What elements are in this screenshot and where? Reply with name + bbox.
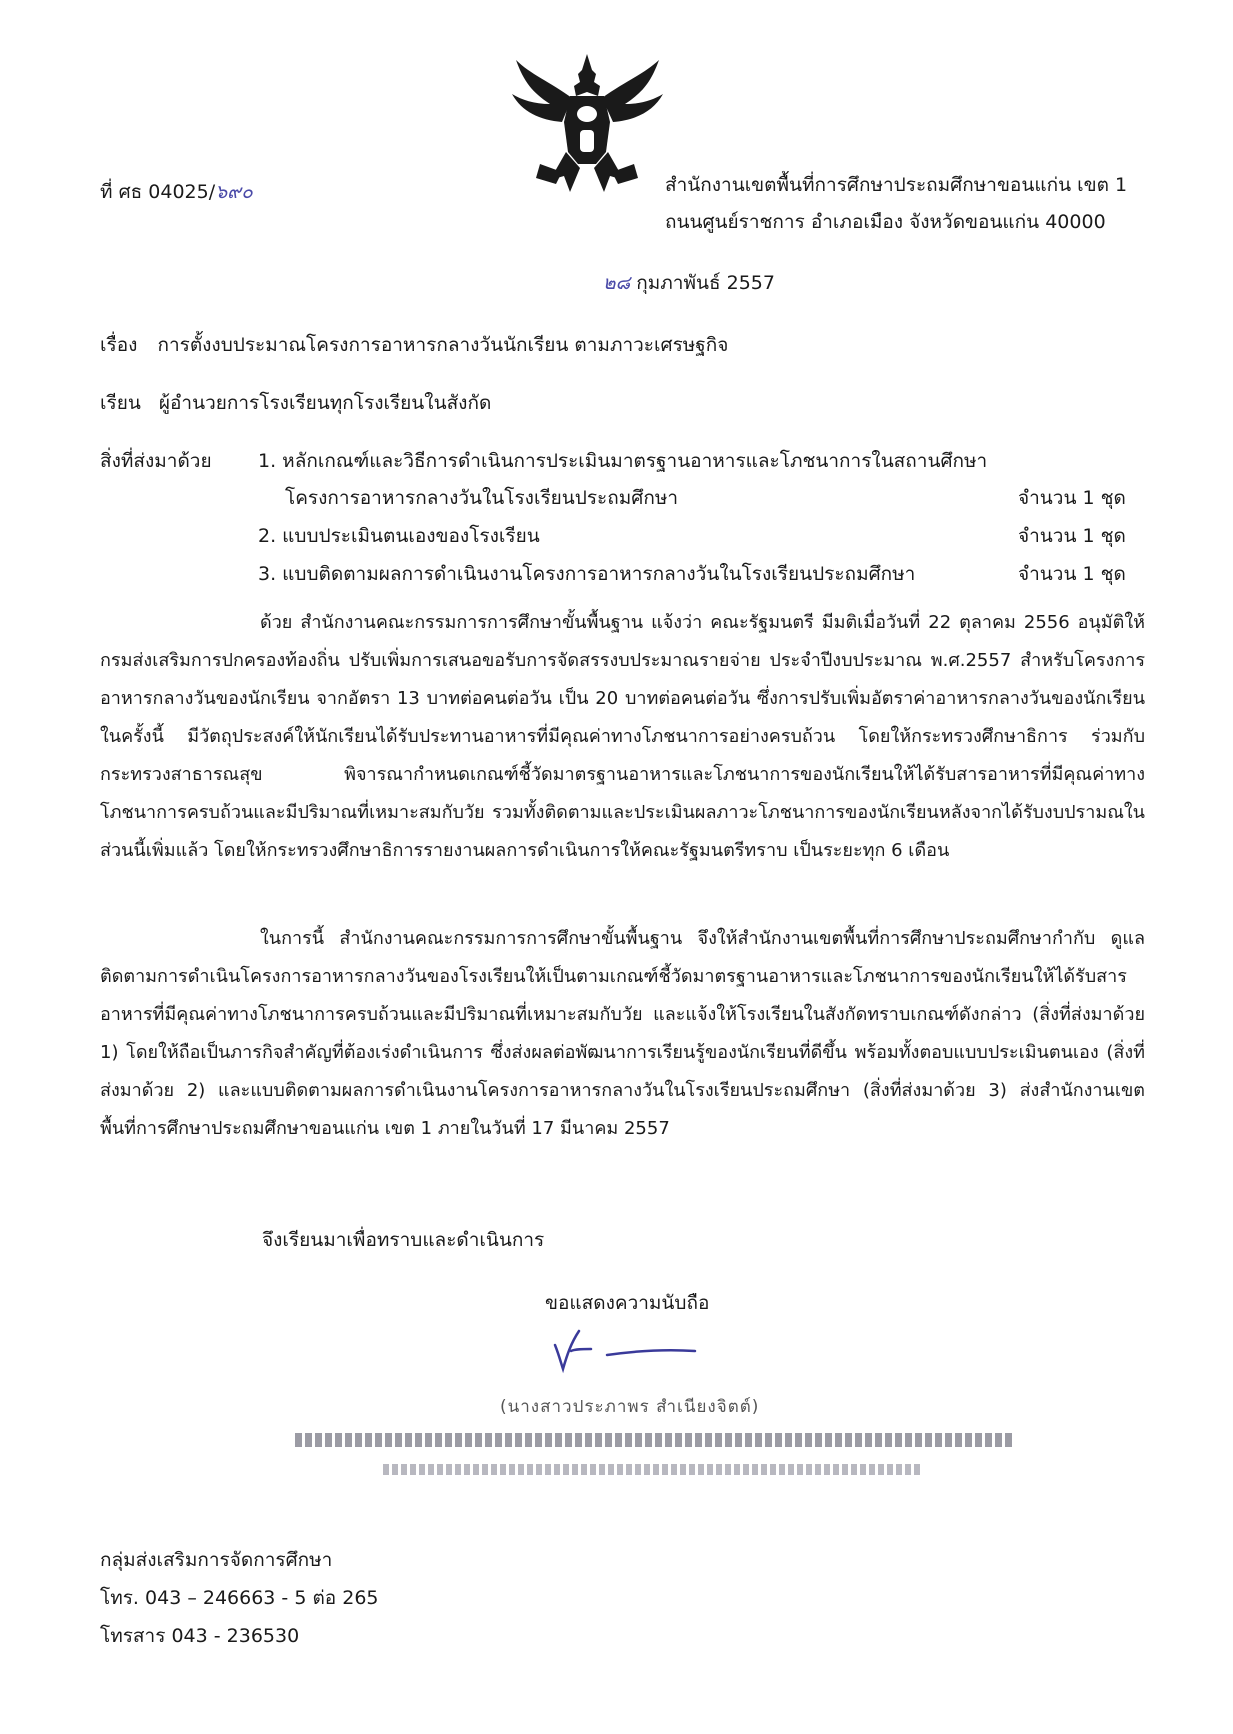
enclosure-item-1-line1: 1. หลักเกณฑ์และวิธีการดำเนินการประเมินมาตรฐานอาหารและโภชนาการในสถานศึกษา xyxy=(258,450,988,472)
closing-request: จึงเรียนมาเพื่อทราบและดำเนินการ xyxy=(262,1229,545,1251)
recipient-label: เรียน xyxy=(100,392,141,414)
document-number xyxy=(100,177,253,207)
signer-position-stamp xyxy=(383,1464,923,1475)
subject-text: การตั้งงบประมาณโครงการอาหารกลางวันนักเรียน ตามภาวะเศรษฐกิจ xyxy=(157,334,729,356)
paragraph-2-text: ในการนี้ สำนักงานคณะกรรมการการศึกษาขั้นพื้นฐาน จึงให้สำนักงานเขตพื้นที่การศึกษาประถมศึกษากำกับ ดูแล ติดตามการดำเนินโครงการอาหารกลางวันของโรงเรียนให้เป็นตามเกณฑ์ชี้วัดมาตรฐานอาหารและโภชนาการของนักเรียนให้ได้รับสารอาหารที่มีคุณค่าทางโภชนาการครบถ้วนและมีปริมาณที่เหมาะสมกับวัย และแจ้งให้โรงเรียนในสังกัดทราบเกณฑ์ดังกล่าว (สิ่งที่ส่งมาด้วย 1) โดยให้ถือเป็นภารกิจสำคัญที่ต้องเร่งดำเนินการ ซึ่งส่งผลต่อพัฒนาการเรียนรู้ของนักเรียนที่ดีขึ้น พร้อมทั้งตอบแบบประเมินตนเอง (สิ่งที่ส่งมาด้วย 2) และแบบติดตามผลการดำเนินงานโครงการอาหารกลางวันในโรงเรียนประถมศึกษา (สิ่งที่ส่งมาด้วย 3) ส่งสำนักงานเขตพื้นที่การศึกษาประถมศึกษาขอนแก่น เขต 1 ภายในวันที่ 17 มีนาคม 2557 xyxy=(100,928,1145,1139)
paragraph-1-text: ด้วย สำนักงานคณะกรรมการการศึกษาขั้นพื้นฐาน แจ้งว่า คณะรัฐมนตรี มีมติเมื่อวันที่ 22 ตุลาคม 2556 อนุมัติให้กรมส่งเสริมการปกครองท้องถิ่น ปรับเพิ่มการเสนอขอรับการจัดสรรงบประมาณรายจ่าย ประจำปีงบประมาณ พ.ศ.2557 สำหรับโครงการอาหารกลางวันของนักเรียน จากอัตรา 13 บาทต่อคนต่อวัน เป็น 20 บาทต่อคนต่อวัน ซึ่งการปรับเพิ่มอัตราค่าอาหารกลางวันของนักเรียนในครั้งนี้ มีวัตถุประสงค์ให้นักเรียนได้รับประทานอาหารที่มีคุณค่าทางโภชนาการอย่างครบถ้วน โดยให้กระทรวงศึกษาธิการ ร่วมกับ กระทรวงสาธารณสุข พิจารณากำหนดเกณฑ์ชี้วัดมาตรฐานอาหารและโภชนาการของนักเรียนให้ได้รับสารอาหารที่มีคุณค่าทางโภชนาการครบถ้วนและมีปริมาณที่เหมาะสมกับวัย รวมทั้งติดตามและประเมินผลภาวะโภชนาการของนักเรียนหลังจากได้รับงบปรามณในส่วนนี้เพิ่มแล้ว โดยให้กระทรวงศึกษาธิการรายงานผลการดำเนินการให้คณะรัฐมนตรีทราบ เป็นระยะทุก 6 เดือน xyxy=(100,612,1145,861)
garuda-emblem-icon xyxy=(510,52,665,202)
enclosures-label: สิ่งที่ส่งมาด้วย xyxy=(100,450,212,472)
enclosure-item-3: 3. แบบติดตามผลการดำเนินงานโครงการอาหารกลางวันในโรงเรียนประถมศึกษา xyxy=(258,563,916,585)
subject-line xyxy=(100,330,728,360)
signer-name: (นางสาวประภาพร สำเนียงจิตต์) xyxy=(500,1397,760,1417)
date-month-year: กุมภาพันธ์ 2557 xyxy=(636,272,775,294)
enclosure-item-3-qty: จำนวน 1 ชุด xyxy=(1018,563,1126,585)
signer-title-stamp xyxy=(295,1433,1015,1447)
enclosure-item-2: 2. แบบประเมินตนเองของโรงเรียน xyxy=(258,525,540,547)
handwritten-signature xyxy=(545,1325,705,1380)
subject-label: เรื่อง xyxy=(100,334,138,356)
enclosure-item-1-qty: จำนวน 1 ชุด xyxy=(1018,487,1126,509)
recipient-text: ผู้อำนวยการโรงเรียนทุกโรงเรียนในสังกัด xyxy=(158,392,492,414)
document-number-handwritten: ๖๙๐ xyxy=(215,181,253,203)
enclosure-item-1-line2: โครงการอาหารกลางวันในโรงเรียนประถมศึกษา xyxy=(285,487,679,509)
enclosure-item-2-qty: จำนวน 1 ชุด xyxy=(1018,525,1126,547)
date-day-handwritten: ๒๘ xyxy=(603,272,631,294)
document-number-label: ที่ ศธ 04025/ xyxy=(100,181,216,203)
recipient-line xyxy=(100,388,491,418)
office-address: ถนนศูนย์ราชการ อำเภอเมือง จังหวัดขอนแก่น 40000 xyxy=(665,211,1106,233)
body-paragraph-2 xyxy=(100,920,1145,1148)
footer-department: กลุ่มส่งเสริมการจัดการศึกษา xyxy=(100,1549,333,1571)
footer-phone: โทร. 043 – 246663 - 5 ต่อ 265 xyxy=(100,1587,379,1609)
office-name: สำนักงานเขตพื้นที่การศึกษาประถมศึกษาขอนแก่น เขต 1 xyxy=(665,174,1128,196)
body-paragraph-1 xyxy=(100,604,1145,870)
footer-fax: โทรสาร 043 - 236530 xyxy=(100,1625,300,1647)
document-date xyxy=(603,268,775,298)
salutation: ขอแสดงความนับถือ xyxy=(545,1292,710,1314)
